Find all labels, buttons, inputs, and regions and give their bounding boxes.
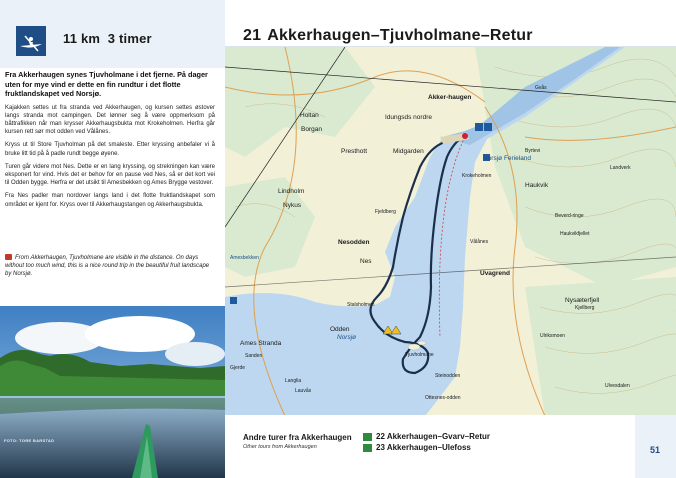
map-label: Gvås xyxy=(535,85,547,91)
map-label: Uvagrend xyxy=(480,270,510,277)
map-label: Nysæterfjell xyxy=(565,297,600,304)
map-label: Haukvikfjellet xyxy=(560,231,590,237)
intro-text: Fra Akkerhaugen synes Tjuvholmane i det fjerne. På dager uten for mye vind er dette en fin rundtur i det flotte fruktlandskapet ved Norsjø. xyxy=(5,70,208,98)
map-label: Midgarden xyxy=(393,148,424,155)
map-label: Nesodden xyxy=(338,239,370,246)
map-label: Steinodden xyxy=(435,373,461,379)
map-label: Holtan xyxy=(300,112,319,119)
map-label: Haukvik xyxy=(525,182,549,189)
camera-icon xyxy=(5,254,12,260)
kayak-icon xyxy=(16,26,46,56)
map-label: Lauvås xyxy=(295,388,312,394)
map-label: Stalsholmen xyxy=(347,302,375,308)
map-label: Ulvesdalen xyxy=(605,383,630,389)
header-stats-panel xyxy=(0,0,225,68)
footer xyxy=(225,415,676,478)
map-label: Presthott xyxy=(341,148,368,155)
page-title xyxy=(243,27,533,45)
other-tours-subheading: Other tours from Akkerhaugen xyxy=(243,444,317,450)
map-label: Norsjø xyxy=(337,334,357,341)
trip-distance: 11 km xyxy=(63,31,101,46)
other-tours-heading: Andre turer fra Akkerhaugen xyxy=(243,433,352,442)
map-label: Norsjø Ferieland xyxy=(483,155,532,162)
map-label: Fjeldberg xyxy=(375,209,396,215)
map-label: Borgan xyxy=(301,126,322,133)
trip-stats xyxy=(63,31,152,46)
map-label: Gjerde xyxy=(230,365,246,371)
map-label: Ames Stranda xyxy=(240,340,282,347)
map-label: Krokeholmen xyxy=(462,173,492,179)
map-label: Nes xyxy=(360,258,372,265)
map-label: Sanden xyxy=(245,353,263,359)
tour-link-label: 23 Akkerhaugen–Ulefoss xyxy=(376,443,471,452)
map-label: Lindholm xyxy=(278,188,305,195)
map-label: Idungsds nordre xyxy=(385,114,432,121)
body-paragraph: Kryss ut til Store Tjuvholman på det smaleste. Etter kryssing anbefaler vi å bruke litt tid på å padle rundt begge øyene. xyxy=(5,142,215,157)
kayak-tour-icon xyxy=(363,444,372,452)
map-label: Langlia xyxy=(285,378,302,384)
route-map[interactable] xyxy=(225,46,676,415)
trip-duration: 3 timer xyxy=(107,31,152,46)
map-label: Ottesnes-odden xyxy=(425,395,461,401)
text-column xyxy=(0,68,225,306)
map-label: Vålånes xyxy=(470,239,489,245)
lake-photo xyxy=(0,306,225,478)
map-label: Tjuvholmane xyxy=(405,352,434,358)
map-label: Ulriksmoen xyxy=(540,333,566,339)
map-label: Byrtevi xyxy=(525,148,541,154)
body-paragraph: Kajakken settes ut fra stranda ved Akkerhaugen, og kursen settes østover langs stranda mot campingen. Det lønner seg å være oppmerksom på båttrafikken når man krysser Akkerhaugsbukta mot Krokeholmen. Herfra går kursen rett sør mot odden ved Vålånes. xyxy=(5,104,215,136)
map-label: Nykus xyxy=(283,202,302,209)
route-number: 21 xyxy=(243,27,262,44)
body-paragraph: Fra Nes padler man nordover langs land i det flotte fruktlandskapet som området er kjent for. Kryss over til Akkerhaugstangen og Akkerhaugsbukta. xyxy=(5,193,215,208)
map-label: Beverd-ringe xyxy=(555,213,584,219)
tour-link[interactable] xyxy=(363,432,490,441)
map-label: Amesbekken xyxy=(230,255,259,261)
map-label: Akker-haugen xyxy=(428,94,472,101)
body-paragraph: Turen går videre mot Nes. Dette er en lang kryssing, og strekningen kan være eksponert for vind. Hvis det er behov for en pause ved Nes, så er det kort vei til Odden bygge. Herfra er det utsikt til Amesbekken og Ames Brygge vestover. xyxy=(5,163,215,187)
english-caption xyxy=(5,254,215,279)
route-title-text: Akkerhaugen–Tjuvholmane–Retur xyxy=(267,27,533,44)
map-label: Odden xyxy=(330,326,350,333)
tour-link[interactable] xyxy=(363,443,471,452)
page-number: 51 xyxy=(650,445,661,455)
caption-text: From Akkerhaugen, Tjuvholmane are visible in the distance. On days without too much wind, this is a nice round trip in the beautiful fruit landscape by Norsjø. xyxy=(5,255,210,278)
map-label: Kjellberg xyxy=(575,305,595,311)
tour-link-label: 22 Akkerhaugen–Gvarv–Retur xyxy=(376,432,490,441)
photo-credit: FOTO: TORE BARSTAD xyxy=(4,438,55,443)
kayak-tour-icon xyxy=(363,433,372,441)
map-label: Landverk xyxy=(610,165,631,171)
